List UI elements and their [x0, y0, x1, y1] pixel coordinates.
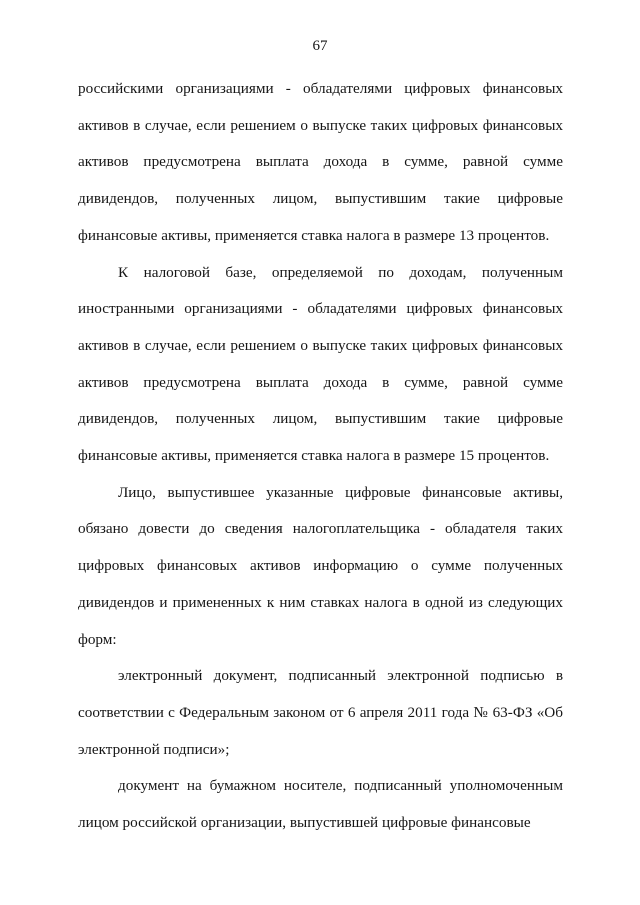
- paragraph-continuation: российскими организациями - обладателями цифровых финансовых активов в случае, если решением о выпуске таких цифровых финансовых активов предусмотрена выплата дохода в сумме, равной сумме дивидендов, полученных лицом, выпустившим такие цифровые финансовые активы, применяется ставка налога в размере 13 процентов.: [78, 80, 563, 244]
- paragraph-issuer-obligation: Лицо, выпустившее указанные цифровые финансовые активы, обязано довести до сведения налогоплательщика - обладателя таких цифровых финансовых активов информацию о сумме полученных дивидендов и примененных к ним ставках налога в одной из следующих форм:: [78, 483, 563, 648]
- document-body: [78, 71, 563, 842]
- paragraph-paper-document: документ на бумажном носителе, подписанный уполномоченным лицом российской организации, выпустившей цифровые финансовые: [78, 777, 563, 832]
- page-number: 67: [312, 38, 328, 54]
- paragraph-electronic-document: электронный документ, подписанный электронной подписью в соответствии с Федеральным законом от 6 апреля 2011 года № 63-ФЗ «Об электронной подписи»;: [78, 667, 563, 758]
- paragraph-foreign-organizations-rate: К налоговой базе, определяемой по доходам, полученным иностранными организациями - обладателями цифровых финансовых активов в случае, если решением о выпуске таких цифровых финансовых активов предусмотрена выплата дохода в сумме, равной сумме дивидендов, полученных лицом, выпустившим такие цифровые финансовые активы, применяется ставка налога в размере 15 процентов.: [78, 263, 563, 465]
